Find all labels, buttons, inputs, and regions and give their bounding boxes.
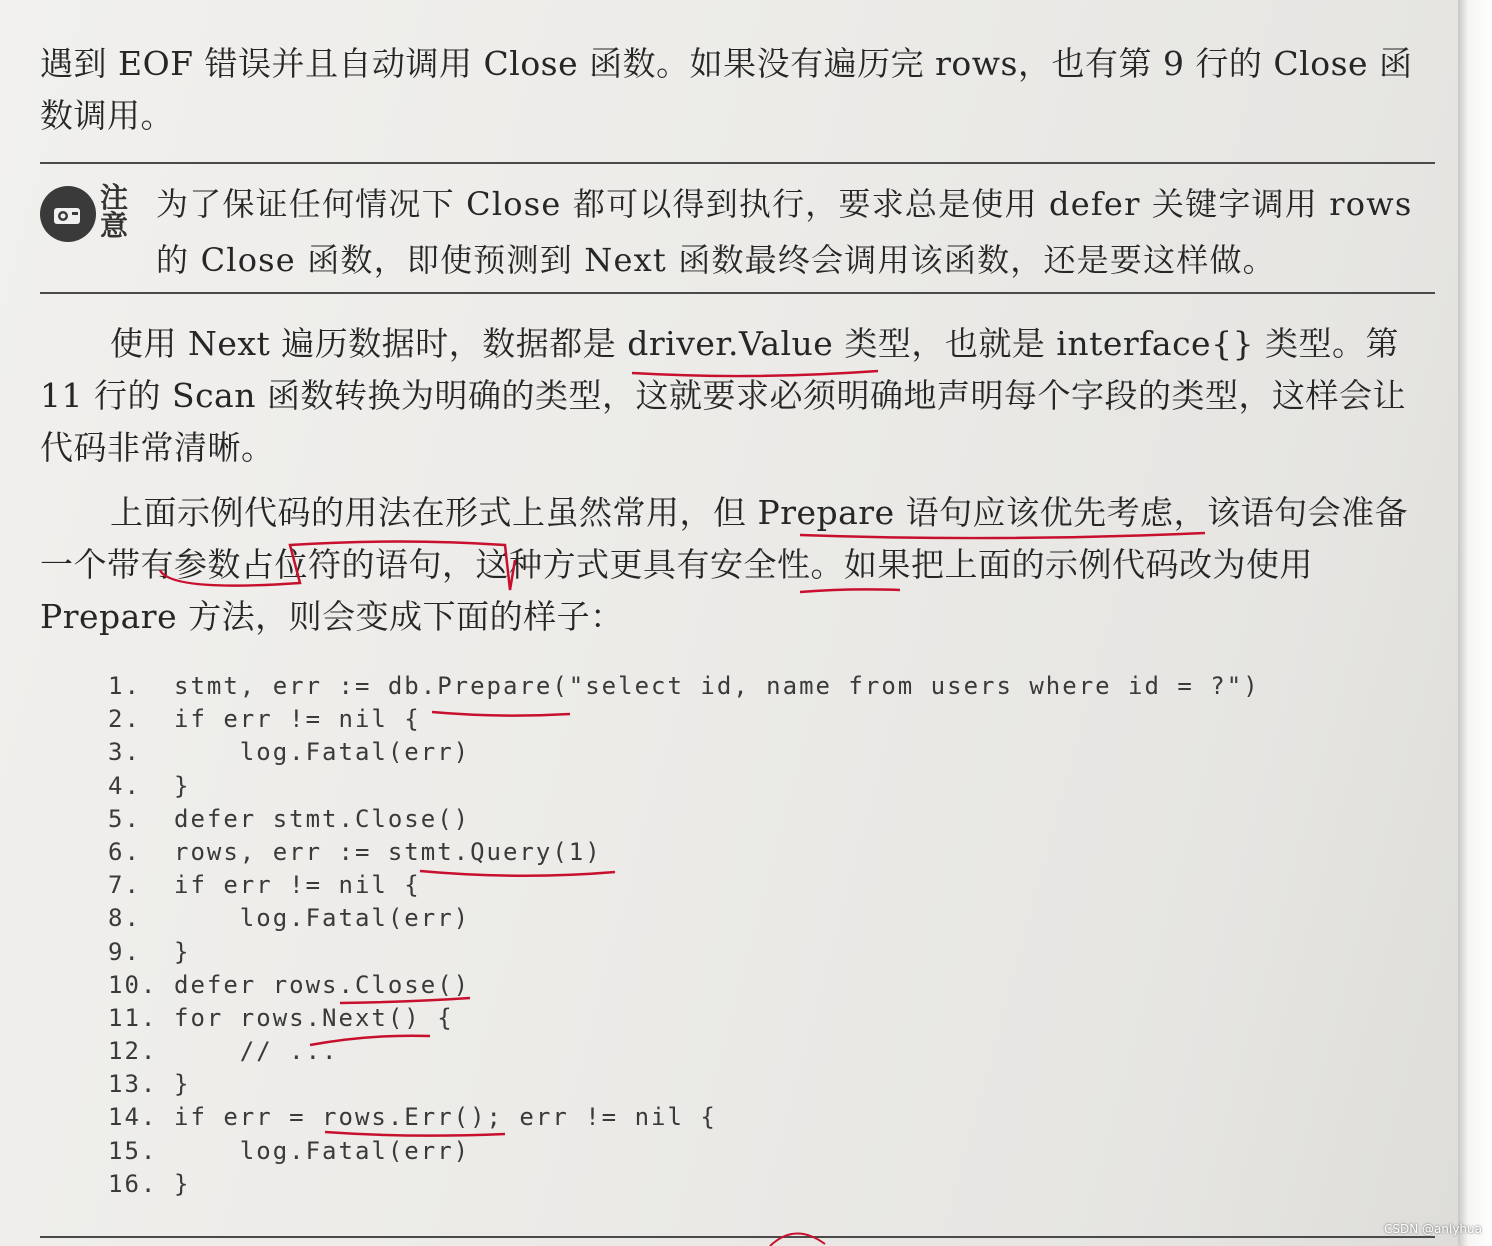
code-line-number: 9. [108, 937, 141, 966]
code-line-number: 6. [108, 837, 141, 866]
code-line-text: stmt, err := db.Prepare("select id, name from users where id = ?") [174, 672, 1260, 700]
code-line-number: 1. [108, 672, 141, 700]
code-line-number: 13. [108, 1070, 158, 1099]
page-bottom-rule [40, 1236, 1435, 1238]
watermark: CSDN @anlyhua [1384, 1222, 1482, 1236]
note-label: 注意 [100, 181, 129, 242]
code-line [108, 902, 1358, 935]
code-listing [108, 670, 1358, 1201]
code-line [108, 1168, 1358, 1201]
note-icon [40, 186, 96, 242]
code-line [108, 836, 1358, 869]
page-edge [1458, 0, 1492, 1246]
code-line-text: } [174, 771, 191, 800]
code-line-number: 8. [108, 904, 141, 933]
code-line-number: 10. [108, 970, 158, 999]
code-line [108, 969, 1358, 1002]
note-top-rule [40, 162, 1435, 164]
code-line-text: if err != nil { [174, 871, 421, 900]
code-line-text: // ... [174, 1037, 339, 1066]
code-line-text: if err != nil { [174, 705, 421, 734]
code-line [108, 1101, 1358, 1134]
code-line-text: if err = rows.Err(); err != nil { [174, 1103, 717, 1132]
code-line-text: } [174, 937, 191, 966]
code-line [108, 670, 1358, 703]
note-text: 为了保证任何情况下 Close 都可以得到执行，要求总是使用 defer 关键字调用 rows 的 Close 函数，即使预测到 Next 函数最终会调用该函数，还是要这样做。 [156, 185, 1413, 279]
code-line-text: } [174, 1070, 191, 1099]
code-line [108, 770, 1358, 803]
code-line-text: defer rows.Close() [174, 970, 471, 999]
code-line [108, 703, 1358, 736]
code-line [108, 869, 1358, 902]
code-line-number: 16. [108, 1169, 158, 1198]
paragraph-prepare: 上面示例代码的用法在形式上虽然常用，但 Prepare 语句应该优先考虑，该语句会准备一个带有参数占位符的语句，这种方式更具有安全性。如果把上面的示例代码改为使用 Prepare 方法，则会变成下面的样子： [40, 493, 1409, 636]
code-line-text: log.Fatal(err) [174, 904, 471, 933]
code-line-number: 5. [108, 804, 141, 833]
code-line [108, 736, 1358, 769]
code-line-text: } [174, 1169, 191, 1198]
code-line-text: log.Fatal(err) [174, 1136, 471, 1165]
code-line-text: for rows.Next() { [174, 1003, 454, 1032]
code-line-text: defer stmt.Close() [174, 804, 471, 833]
code-line-number: 4. [108, 771, 141, 800]
code-line [108, 803, 1358, 836]
code-line-number: 3. [108, 738, 141, 767]
code-line [108, 1135, 1358, 1168]
code-line-number: 11. [108, 1003, 158, 1032]
code-line-number: 15. [108, 1136, 158, 1165]
note-box [40, 180, 1440, 280]
code-line [108, 936, 1358, 969]
code-line [108, 1068, 1358, 1101]
code-line-number: 2. [108, 705, 141, 734]
code-line-text: log.Fatal(err) [174, 738, 471, 767]
code-line-number: 12. [108, 1037, 158, 1066]
code-line [108, 1002, 1358, 1035]
code-line-number: 7. [108, 871, 141, 900]
note-bottom-rule [40, 292, 1435, 294]
code-line-number: 14. [108, 1103, 158, 1132]
intro-paragraph: 遇到 EOF 错误并且自动调用 Close 函数。如果没有遍历完 rows，也有第 9 行的 Close 函数调用。 [40, 44, 1413, 135]
code-line [108, 1035, 1358, 1068]
paragraph-next: 使用 Next 遍历数据时，数据都是 driver.Value 类型，也就是 interface{} 类型。第 11 行的 Scan 函数转换为明确的类型，这就要求必须明确地声明每个字段的类型，这样会让代码非常清晰。 [40, 324, 1406, 467]
code-line-text: rows, err := stmt.Query(1) [174, 837, 602, 866]
